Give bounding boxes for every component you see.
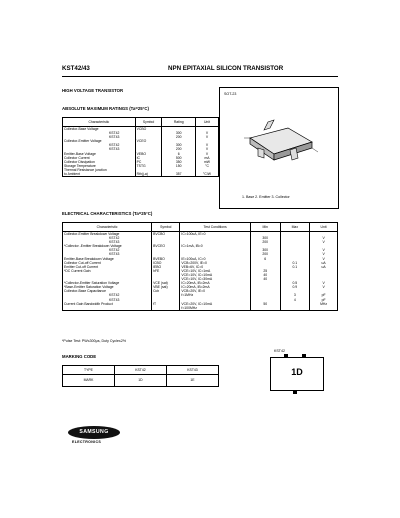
col-test-conditions: Test Conditions [180, 223, 251, 232]
unit-cell: mW [196, 160, 219, 164]
col-rating: Rating [162, 118, 196, 127]
abs-max-heading: ABSOLUTE MAXIMUM RATINGS (Ta=25°C) [62, 106, 149, 111]
characteristic-cell: Emitter-Base Voltage [64, 151, 96, 156]
symbol-cell [152, 306, 180, 311]
unit-cell: V [310, 257, 338, 261]
symbol-cell: ICBO [152, 261, 180, 265]
characteristic-cell: Emitter Cut-off Current [64, 264, 99, 269]
rating-cell: 500 [162, 156, 196, 160]
characteristic-cell: Collector-Base Voltage [64, 127, 99, 131]
package-box [219, 87, 339, 209]
min-cell: 50 [250, 302, 280, 306]
col-unit: Unit [310, 223, 338, 232]
pulse-footnote: *Pulse Test: PW≤300μs, Duty Cycle≤2% [62, 339, 127, 343]
test-condition-cell: VCE=20V, IC=10mA [180, 302, 251, 306]
test-condition-cell: VCE=10V, IC=30mA [180, 277, 251, 281]
symbol-cell: IC [135, 156, 162, 160]
unit-cell: uA [310, 265, 338, 269]
rating-cell: 350 [162, 160, 196, 164]
page-title: NPN EPITAXIAL SILICON TRANSISTOR [168, 65, 284, 72]
elec-heading: ELECTRICAL CHARACTERISTICS (Ta=25°C) [62, 211, 153, 216]
header-rule [62, 76, 338, 77]
min-cell: 300 [250, 236, 280, 240]
samsung-logo [68, 426, 120, 439]
characteristic-cell: KST43 [109, 240, 120, 245]
unit-cell: V [310, 236, 338, 240]
symbol-cell: VEBO [135, 152, 162, 156]
min-cell: 200 [250, 240, 280, 244]
test-condition-cell: f=1MHz [180, 293, 251, 297]
characteristic-cell: KST42 [109, 131, 120, 136]
marking-diagram-label: 1D [291, 367, 303, 377]
characteristic-cell: KST43 [109, 252, 120, 257]
characteristic-cell: KST42 [109, 143, 120, 148]
rating-cell: 300 [162, 143, 196, 147]
unit-cell: mA [196, 156, 219, 160]
unit-cell: pF [310, 293, 338, 297]
min-cell: 200 [250, 252, 280, 256]
characteristic-cell: *Base-Emitter Saturation Voltage [64, 285, 114, 290]
max-cell [280, 306, 310, 311]
min-cell: 25 [250, 269, 280, 273]
marking-kst42-cell: 1D [114, 375, 166, 387]
symbol-cell: VBE (sat) [152, 285, 180, 289]
max-cell: 0.9 [280, 285, 310, 289]
characteristic-cell: *DC Current Gain [64, 268, 91, 273]
test-condition-cell: VCB=20V, IE=0 [180, 289, 251, 293]
test-condition-cell: IC=100uA, IE=0 [180, 232, 251, 237]
characteristic-cell: Collector-Emitter Breakdown Voltage [64, 232, 120, 236]
col-unit: Unit [196, 118, 219, 127]
marking-kst43-cell: 1E [166, 375, 218, 387]
sot23-package-icon [240, 108, 320, 178]
marking-table [62, 365, 219, 387]
symbol-cell: TSTG [135, 164, 162, 168]
rating-cell: 150 [162, 164, 196, 168]
col-characteristic: Characteristic [63, 223, 152, 232]
symbol-cell: BVCBO [152, 232, 180, 237]
test-condition-cell: VEB=6V, IC=0 [180, 265, 251, 269]
max-cell: 3 [280, 293, 310, 297]
unit-cell: V [310, 285, 338, 289]
characteristic-cell: Thermal Resistance junction [64, 167, 107, 172]
max-cell: 0.1 [280, 261, 310, 265]
test-condition-cell: IE=100uA, IC=0 [180, 257, 251, 261]
symbol-cell: BVEBO [152, 257, 180, 261]
rating-cell: 357 [162, 172, 196, 177]
marking-diagram-pin [293, 390, 297, 394]
table-row [63, 172, 219, 177]
test-condition-cell: f=100MHz [180, 306, 251, 311]
subtitle: HIGH VOLTAGE TRANSISTOR [62, 88, 124, 93]
abs-max-table [62, 117, 219, 177]
test-condition-cell: IC=1mA, IB=0 [180, 244, 251, 248]
package-pin-note: 1. Base 2. Emitter 3. Collector [242, 195, 290, 199]
unit-cell: °C/W [196, 172, 219, 177]
logo-text: SAMSUNG [79, 429, 109, 435]
characteristic-cell: Collector-Base Capacitance [64, 289, 107, 294]
symbol-cell: Rth(j-a) [135, 172, 162, 177]
test-condition-cell: VCB=200V, IE=0 [180, 261, 251, 265]
unit-cell: °C [196, 164, 219, 168]
characteristic-cell: Collector Current [64, 155, 90, 160]
abs-max-rows [63, 127, 219, 177]
test-condition-cell: IC=20mA, IB=2mA [180, 281, 251, 285]
unit-cell: MHz [310, 302, 338, 306]
unit-cell: V [196, 152, 219, 156]
table-row [63, 306, 338, 311]
part-number: KST42/43 [62, 65, 90, 72]
min-cell [250, 306, 280, 311]
col-kst42: KST42 [114, 366, 166, 375]
elec-rows [63, 232, 338, 311]
test-condition-cell: VCE=10V, IC=1mA [180, 269, 251, 273]
rating-cell: 300 [162, 131, 196, 135]
symbol-cell: PC [135, 160, 162, 164]
characteristic-cell: Current Gain Bandwidth Product [64, 301, 113, 306]
symbol-cell: hFE [152, 269, 180, 273]
col-symbol: Symbol [152, 223, 180, 232]
characteristic-cell: *Collector -Emitter Breakdown Voltage [64, 244, 122, 249]
unit-cell: uA [310, 261, 338, 265]
characteristic-cell: KST43 [109, 147, 120, 152]
characteristic-cell: KST42 [109, 236, 120, 241]
marking-type-cell: MARK [83, 378, 94, 383]
test-condition-cell: IC=20mA, IB=2mA [180, 285, 251, 289]
marking-diagram-pin [302, 354, 306, 358]
characteristic-cell: Collector Dissipation [64, 159, 95, 164]
unit-cell: V [310, 240, 338, 244]
symbol-cell: fT [152, 302, 180, 306]
elec-table [62, 222, 338, 311]
unit-cell: V [310, 252, 338, 256]
characteristic-cell: KST43 [109, 135, 120, 140]
min-cell: 300 [250, 248, 280, 252]
col-symbol: Symbol [135, 118, 162, 127]
characteristic-cell: Emitter-Base Breakdown Voltage [64, 256, 114, 261]
logo-subtext: ELECTRONICS [72, 440, 102, 444]
symbol-cell: IEBO [152, 265, 180, 269]
characteristic-cell: to Ambient [64, 172, 81, 177]
unit-cell: V [196, 147, 219, 151]
min-cell: 6 [250, 257, 280, 261]
marking-diagram-pin [284, 354, 288, 358]
characteristic-cell: KST42 [109, 248, 120, 253]
package-label: SOT-23 [224, 92, 237, 96]
rating-cell: 6 [162, 152, 196, 156]
characteristic-cell: Collector-Emitter Voltage [64, 139, 102, 144]
unit-cell: pF [310, 298, 338, 302]
col-characteristic: Characteristic [63, 118, 136, 127]
characteristic-cell [63, 306, 152, 311]
symbol-cell: BVCEO [152, 244, 180, 248]
min-cell: 40 [250, 277, 280, 281]
characteristic-cell: Collector Cut-off Current [64, 260, 101, 265]
symbol-cell: VCBO [135, 127, 162, 132]
max-cell: 0.1 [280, 265, 310, 269]
unit-cell: V [310, 281, 338, 285]
unit-cell: V [196, 143, 219, 147]
characteristic-cell: *Collector-Emitter Saturation Voltage [64, 281, 120, 286]
characteristic-cell: KST42 [109, 293, 120, 298]
col-min: Min [250, 223, 280, 232]
unit-cell: V [310, 248, 338, 252]
rating-cell: 200 [162, 135, 196, 139]
col-max: Max [280, 223, 310, 232]
marking-heading: MARKING CODE [62, 354, 97, 359]
unit-cell: V [196, 135, 219, 139]
marking-diagram-caption: KST42 [274, 349, 285, 353]
max-cell: 0.5 [280, 281, 310, 285]
symbol-cell: Ccb [152, 289, 180, 293]
symbol-cell: VCEO [135, 139, 162, 143]
marking-diagram [270, 357, 324, 391]
symbol-cell: VCE (sat) [152, 281, 180, 285]
max-cell: 4 [280, 298, 310, 302]
min-cell: 40 [250, 273, 280, 277]
characteristic-cell: KST43 [109, 297, 120, 302]
col-type: TYPE [63, 366, 115, 375]
rating-cell: 200 [162, 147, 196, 151]
test-condition-cell: VCE=10V, IC=10mA [180, 273, 251, 277]
unit-cell: V [196, 131, 219, 135]
col-kst43: KST43 [166, 366, 218, 375]
characteristic-cell: Storage Temperature [64, 163, 96, 168]
unit-cell [310, 306, 338, 311]
